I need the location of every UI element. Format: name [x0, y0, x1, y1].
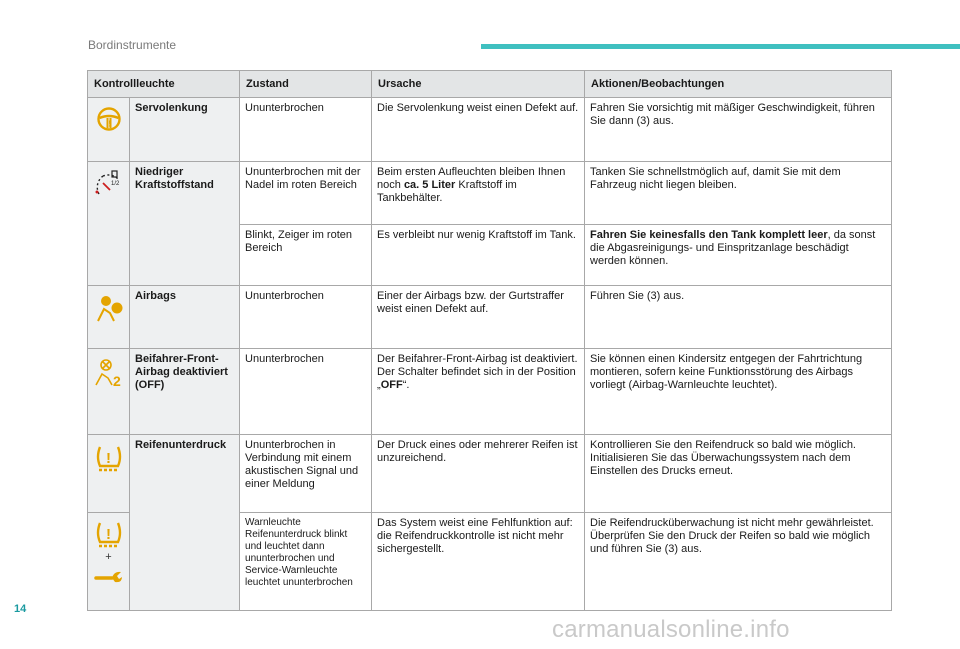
cause-cell: Das System weist eine Fehlfunktion auf: die Reifendruckkontrolle ist nicht mehr sichergestellt. — [372, 513, 585, 611]
icon-cell — [88, 286, 130, 349]
passenger-airbag-off-icon — [93, 358, 125, 388]
steering-wheel-icon — [96, 106, 122, 132]
airbag-icon — [94, 295, 124, 323]
tyre-pressure-icon — [94, 443, 124, 473]
table-header-row — [88, 71, 892, 98]
column-header-kontrollleuchte: Kontrollleuchte — [88, 71, 240, 98]
action-cell: Tanken Sie schnellstmöglich auf, damit Sie mit dem Fahrzeug nicht liegen bleiben. — [585, 162, 892, 225]
header-accent-bar — [481, 44, 960, 49]
icon-cell — [88, 162, 130, 286]
action-cell: Fahren Sie keinesfalls den Tank komplett leer, da sonst die Abgasreinigungs- und Einspritzanlage beschädigt werden können. — [585, 225, 892, 286]
tyre-pressure-icon — [94, 519, 124, 549]
state-cell: Ununterbrochen — [240, 98, 372, 162]
state-cell: Ununterbrochen — [240, 286, 372, 349]
svg-text:2: 2 — [112, 373, 121, 388]
table-row — [88, 286, 892, 349]
action-cell: Fahren Sie vorsichtig mit mäßiger Geschwindigkeit, führen Sie dann (3) aus. — [585, 98, 892, 162]
fuel-gauge-icon — [93, 168, 125, 200]
table-row — [88, 162, 892, 225]
plus-sign: + — [105, 551, 112, 563]
icon-cell — [88, 349, 130, 435]
light-name: Reifenunterdruck — [130, 435, 240, 611]
column-header-ursache: Ursache — [372, 71, 585, 98]
cause-cell: Der Druck eines oder mehrerer Reifen ist unzureichend. — [372, 435, 585, 513]
watermark: carmanualsonline.info — [552, 616, 790, 643]
column-header-zustand: Zustand — [240, 71, 372, 98]
action-cell: Die Reifendrucküberwachung ist nicht mehr gewährleistet. Überprüfen Sie den Druck der Reifen so bald wie möglich und führen Sie (3) aus. — [585, 513, 892, 611]
page-number: 14 — [14, 603, 27, 615]
table-row — [88, 98, 892, 162]
light-name: Niedriger Kraftstoffstand — [130, 162, 240, 286]
svg-text:!: ! — [105, 450, 111, 467]
svg-text:!: ! — [105, 526, 111, 543]
action-cell: Kontrollieren Sie den Reifendruck so bald wie möglich. Initialisieren Sie das Überwachungssystem nach dem Einstellen des Drucks erneut. — [585, 435, 892, 513]
table-row — [88, 349, 892, 435]
light-name: Airbags — [130, 286, 240, 349]
column-header-aktionen: Aktionen/Beobachtungen — [585, 71, 892, 98]
state-cell: Blinkt, Zeiger im roten Bereich — [240, 225, 372, 286]
light-name: Servolenkung — [130, 98, 240, 162]
cause-cell: Beim ersten Aufleuchten bleiben Ihnen noch ca. 5 Liter Kraftstoff im Tankbehälter. — [372, 162, 585, 225]
icon-cell — [88, 435, 130, 513]
state-cell: Ununterbrochen in Verbindung mit einem akustischen Signal und einer Meldung — [240, 435, 372, 513]
icon-cell — [88, 513, 130, 611]
state-cell: Ununterbrochen mit der Nadel im roten Bereich — [240, 162, 372, 225]
svg-text:!: ! — [107, 119, 111, 129]
wrench-icon — [94, 568, 124, 584]
cause-cell: Der Beifahrer-Front-Airbag ist deaktiviert. Der Schalter befindet sich in der Position „OFF“. — [372, 349, 585, 435]
state-cell: Warnleuchte Reifenunterdruck blinkt und leuchtet dann ununterbrochen und Service-Warnleuchte leuchtet ununterbrochen — [240, 513, 372, 611]
svg-text:1/2: 1/2 — [110, 181, 119, 187]
state-cell: Ununterbrochen — [240, 349, 372, 435]
action-cell: Sie können einen Kindersitz entgegen der Fahrtrichtung montieren, sofern keine Funktionsstörung des Airbags vorliegt (Airbag-Warnleuchte leuchtet). — [585, 349, 892, 435]
warning-lights-table — [87, 70, 892, 611]
action-cell: Führen Sie (3) aus. — [585, 286, 892, 349]
cause-cell: Die Servolenkung weist einen Defekt auf. — [372, 98, 585, 162]
table-row — [88, 435, 892, 513]
section-title: Bordinstrumente — [88, 38, 177, 52]
cause-cell: Einer der Airbags bzw. der Gurtstraffer weist einen Defekt auf. — [372, 286, 585, 349]
icon-cell — [88, 98, 130, 162]
light-name: Beifahrer-Front-Airbag deaktiviert (OFF) — [130, 349, 240, 435]
cause-cell: Es verbleibt nur wenig Kraftstoff im Tank. — [372, 225, 585, 286]
